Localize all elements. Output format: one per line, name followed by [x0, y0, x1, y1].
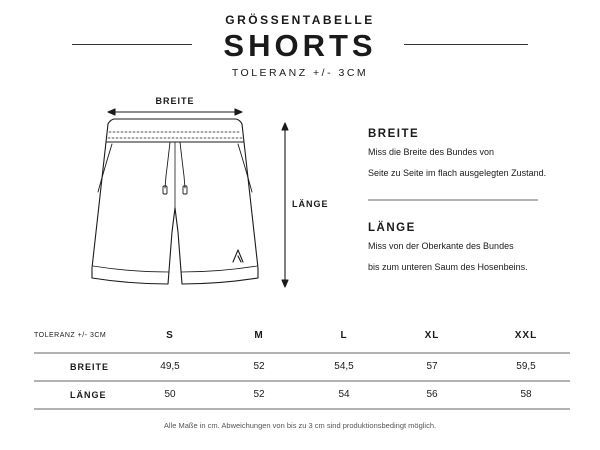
left-drawstring [165, 142, 170, 188]
size-header-m: M [254, 330, 264, 341]
left-hem-line [93, 266, 169, 272]
size-chart-subtitle: GRÖSSENTABELLE [225, 13, 375, 27]
right-drawstring [180, 142, 185, 188]
table-cell: 58 [520, 389, 532, 400]
footnote: Alle Maße in cm. Abweichungen von bis zu 3 cm sind produktionsbedingt möglich. [163, 421, 437, 430]
size-header-s: S [166, 330, 174, 341]
description-length-line: bis zum unteren Saum des Hosenbeins. [368, 262, 528, 272]
length-measure-label: LÄNGE [292, 199, 329, 209]
width-measure-label: BREITE [155, 96, 195, 106]
page-title: SHORTS [223, 28, 377, 63]
row-label-length: LÄNGE [70, 390, 107, 400]
size-header-l: L [340, 330, 348, 341]
description-length-line: Miss von der Oberkante des Bundes [368, 241, 514, 251]
width-arrow-head-right [235, 109, 242, 115]
table-cell: 52 [253, 389, 265, 400]
table-cell: 54 [338, 389, 350, 400]
width-arrow-head-left [108, 109, 115, 115]
brand-logo-icon [233, 250, 243, 262]
table-tolerance-label: TOLERANZ +/- 3CM [34, 332, 107, 339]
length-arrow-head-bottom [282, 280, 288, 287]
tolerance-note: TOLERANZ +/- 3CM [231, 67, 369, 79]
description-width [368, 128, 546, 184]
table-cell: 59,5 [516, 361, 536, 372]
description-length-heading: LÄNGE [368, 222, 416, 234]
table-cell: 54,5 [334, 361, 354, 372]
description-width-line: Miss die Breite des Bundes von [368, 147, 495, 157]
length-arrow-head-top [282, 123, 288, 130]
table-cell: 56 [426, 389, 438, 400]
table-cell: 52 [253, 361, 265, 372]
description-length [368, 222, 528, 278]
size-header-xl: XL [424, 330, 440, 341]
description-width-heading: BREITE [368, 128, 420, 140]
waistband [106, 119, 244, 142]
description-width-line: Seite zu Seite im flach ausgelegten Zustand. [368, 168, 547, 178]
right-hem-line [181, 266, 257, 272]
row-label-width: BREITE [70, 362, 110, 372]
table-cell: 49,5 [160, 361, 180, 372]
size-header-xxl: XXL [514, 330, 538, 341]
table-cell: 50 [164, 389, 176, 400]
table-cell: 57 [426, 361, 438, 372]
